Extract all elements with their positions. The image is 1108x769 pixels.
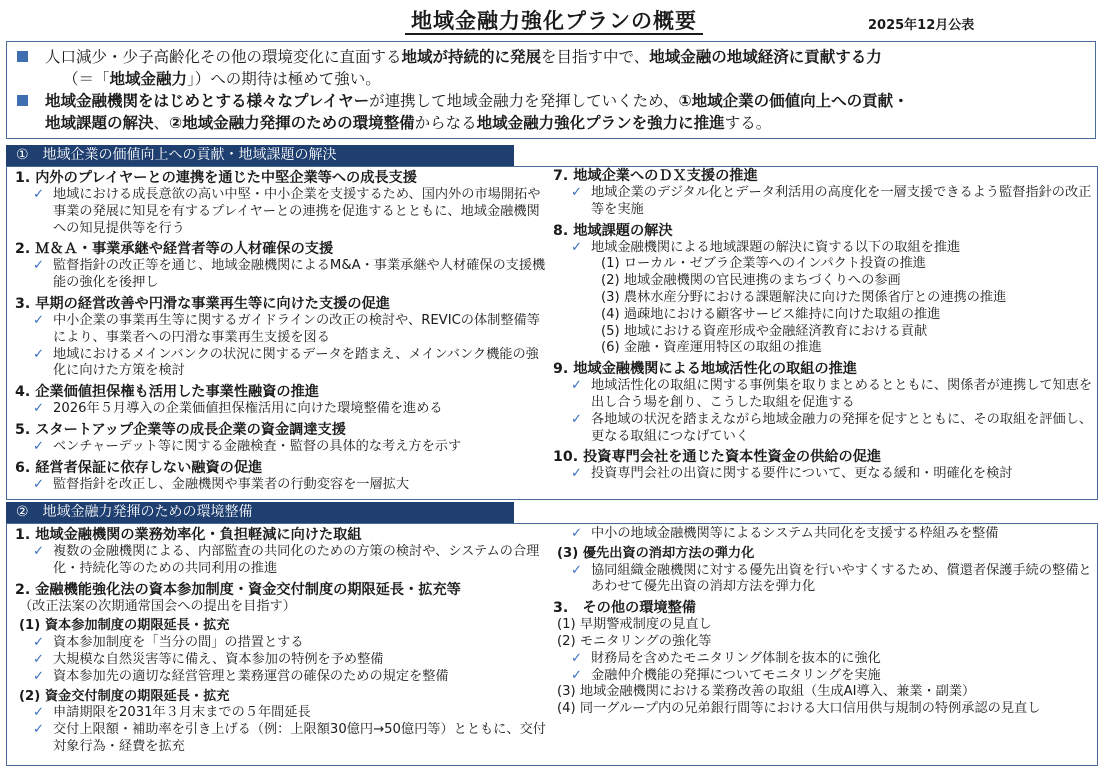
s1-item-8-sub-3: (3) 農林水産分野における課題解決に向けた関係省庁との連携の推進: [601, 289, 1007, 305]
check-icon: ✓: [571, 667, 583, 683]
s1-item-8-sub-1: (1) ローカル・ゼブラ企業等へのインパクト投資の推進: [601, 256, 926, 272]
s2-sub-1-detail-2: ✓ 大規模な自然災害等に備え、資本参加の特例を予め整備: [33, 651, 384, 667]
s2-system-sharing-detail: ✓ 中小の地域金融機関等によるシステム共同化を支援する枠組みを整備: [571, 526, 999, 541]
check-icon: ✓: [33, 438, 45, 454]
square-bullet-icon: [17, 95, 28, 106]
s2-sub-1-heading: (1) 資本参加制度の期限延長・拡充: [19, 618, 230, 634]
s2-sub-1-detail-3: ✓ 資本参加先の適切な経営管理と業務運営の確保のための規定を整備: [33, 668, 449, 684]
s1-item-8-sub-5: (5) 地域における資産形成や金融経済教育における貢献: [601, 323, 928, 339]
s2-other-3: (3) 地域金融機関における業務改善の取組（生成AI導入、兼業・副業）: [557, 684, 976, 700]
s1-item-10-heading: 10. 投資専門会社を通じた資本性資金の供給の促進: [553, 449, 882, 466]
s1-item-6-detail: ✓ 監督指針を改正し、金融機関や事業者の行動変容を一層拡大: [33, 476, 410, 492]
check-icon: ✓: [571, 650, 583, 666]
intro-box: [6, 41, 1096, 139]
section2-header: ② 地域金融力発揮のための環境整備: [6, 502, 514, 523]
s2-other-1: (1) 早期警戒制度の見直し: [557, 617, 712, 633]
check-icon: ✓: [33, 476, 45, 492]
s1-item-5-heading: 5. スタートアップ企業等の成長企業の資金調達支援: [15, 421, 346, 438]
square-bullet-icon: [17, 51, 28, 62]
section1-left-column: [15, 169, 550, 494]
s1-item-4-heading: 4. 企業価値担保権も活用した事業性融資の推進: [15, 384, 319, 401]
section1-header: ① 地域企業の価値向上への貢献・地域課題の解決: [6, 145, 514, 166]
check-icon: ✓: [571, 185, 583, 200]
section2-box: [6, 523, 1098, 766]
check-icon: ✓: [33, 258, 45, 274]
s1-item-1-detail: ✓ 地域における成長意欲の高い中堅・中小企業を支援するため、国内外の市場開拓や事業の発展に知見を有するプレイヤーとの連携を促進するとともに、地域金融機関への知見提供等を行う: [33, 187, 541, 236]
s1-item-1-heading: 1. 内外のプレイヤーとの連携を通じた中堅企業等への成長支援: [15, 170, 417, 186]
s1-item-4-detail: ✓ 2026年５月導入の企業価値担保権活用に向けた環境整備を進める: [33, 401, 443, 417]
check-icon: ✓: [33, 722, 45, 738]
s1-item-3-detail-2: ✓ 地域におけるメインバンクの状況に関するデータを踏まえ、メインバンク機能の強化に向けた方策を検討: [33, 346, 539, 379]
page-title: 地域金融力強化プランの概要: [0, 5, 1108, 35]
s1-item-8-detail: ✓ 地域金融機関による地域課題の解決に資する以下の取組を推進: [571, 239, 961, 255]
s2-other-2: (2) モニタリングの強化等: [557, 633, 712, 649]
check-icon: ✓: [33, 668, 45, 684]
s2-item-3-heading: 3. その他の環境整備: [553, 600, 696, 617]
s1-item-7-heading: 7. 地域企業へのＤＸ支援の推進: [553, 168, 758, 184]
s1-item-7-detail: ✓ 地域企業のデジタル化とデータ利活用の高度化を一層支援できるよう監督指針の改正等を実施: [571, 185, 1092, 217]
s1-item-9-heading: 9. 地域金融機関による地域活性化の取組の推進: [553, 361, 857, 378]
check-icon: ✓: [571, 466, 583, 482]
s1-item-2-detail: ✓ 監督指針の改正等を通じ、地域金融機関によるM&A・事業承継や人材確保の支援機能の強化を後押し: [33, 258, 546, 291]
s1-item-8-sub-2: (2) 地域金融機関の官民連携のまちづくりへの参画: [601, 273, 901, 289]
section2-right-column: [553, 526, 1093, 718]
check-icon: ✓: [33, 312, 45, 328]
s2-sub-3-detail: ✓ 協同組織金融機関に対する優先出資を行いやすくするため、償還者保護手続の整備とあわせて優先出資の消却方法を弾力化: [571, 562, 1092, 595]
s2-item-2-note: （改正法案の次期通常国会への提出を目指す）: [19, 598, 296, 614]
check-icon: ✓: [571, 378, 583, 394]
check-icon: ✓: [571, 239, 583, 255]
s1-item-9-detail-2: ✓ 各地域の状況を踏まえながら地域金融力の発揮を促すとともに、その取組を評価し、更なる取組につなげていく: [571, 411, 1093, 444]
s2-sub-2-detail-2: ✓ 交付上限額・補助率を引き上げる（例：上限額30億円→50億円等）とともに、交付対象行為・経費を拡充: [33, 722, 546, 754]
s1-item-10-detail: ✓ 投資専門会社の出資に関する要件について、更なる緩和・明確化を検討: [571, 466, 1013, 482]
s1-item-5-detail: ✓ ベンチャーデット等に関する金融検査・監督の具体的な考え方を示す: [33, 438, 462, 454]
s1-item-3-detail-1: ✓ 中小企業の事業再生等に関するガイドラインの改正の検討や、REVICの体制整備等により、事業者への円滑な事業再生支援を図る: [33, 312, 540, 345]
publish-date: 2025年12月公表: [868, 18, 975, 33]
check-icon: ✓: [571, 526, 583, 541]
s2-sub-2-heading: (2) 資金交付制度の期限延長・拡充: [19, 688, 230, 704]
s2-sub-3-heading: (3) 優先出資の消却方法の弾力化: [557, 545, 755, 561]
section1-box: [6, 166, 1098, 500]
check-icon: ✓: [33, 705, 45, 721]
check-icon: ✓: [33, 544, 45, 559]
check-icon: ✓: [571, 411, 583, 427]
check-icon: ✓: [33, 635, 45, 651]
s1-item-8-sub-4: (4) 過疎地における顧客サービス維持に向けた取組の推進: [601, 306, 941, 322]
check-icon: ✓: [33, 346, 45, 362]
intro-paragraph-2: 地域金融機関をはじめとする様々なプレイヤーが連携して地域金融力を発揮していくため、①地域企業の価値向上への貢献・ 地域課題の解決、②地域金融力発揮のための環境整備からなる地域金融力強化プランを強力に推進する。: [17, 90, 1087, 134]
s2-item-2-heading: 2. 金融機能強化法の資本参加制度・資金交付制度の期限延長・拡充等: [15, 581, 461, 598]
check-icon: ✓: [33, 401, 45, 417]
s1-item-8-sub-6: (6) 金融・資産運用特区の取組の推進: [601, 340, 822, 356]
s1-item-9-detail-1: ✓ 地域活性化の取組に関する事例集を取りまとめるとともに、関係者が連携して知恵を出し合う場を創り、こうした取組を促進する: [571, 378, 1093, 410]
s2-other-2-detail-1: ✓ 財務局を含めたモニタリング体制を抜本的に強化: [571, 650, 881, 666]
s2-sub-2-detail-1: ✓ 申請期限を2031年３月末までの５年間延長: [33, 705, 311, 721]
check-icon: ✓: [33, 651, 45, 667]
s2-item-1-heading: 1. 地域金融機関の業務効率化・負担軽減に向けた取組: [15, 527, 362, 543]
s2-sub-1-detail-1: ✓ 資本参加制度を「当分の間」の措置とする: [33, 635, 304, 651]
section1-right-column: [553, 167, 1093, 483]
intro-paragraph-1: 人口減少・少子高齢化その他の環境変化に直面する地域が持続的に発展を目指す中で、地域金融の地域経済に貢献する力 （＝「地域金融力」）への期待は極めて強い。: [17, 46, 1087, 90]
s1-item-6-heading: 6. 経営者保証に依存しない融資の促進: [15, 459, 263, 476]
check-icon: ✓: [571, 562, 583, 578]
s2-other-4: (4) 同一グループ内の兄弟銀行間等における大口信用供与規制の特例承認の見直し: [557, 701, 1041, 717]
check-icon: ✓: [33, 187, 45, 202]
s1-item-8-heading: 8. 地域課題の解決: [553, 222, 673, 239]
s2-item-1-detail: ✓ 複数の金融機関による、内部監査の共同化のための方策の検討や、システムの合理化・持続化等のための共同利用の推進: [33, 544, 540, 576]
section2-left-column: [15, 526, 550, 756]
s1-item-3-heading: 3. 早期の経営改善や円滑な事業再生等に向けた支援の促進: [15, 295, 390, 312]
s2-other-2-detail-2: ✓ 金融仲介機能の発揮についてモニタリングを実施: [571, 667, 881, 683]
s1-item-2-heading: 2. Ｍ＆Ａ・事業承継や経営者等の人材確保の支援: [15, 241, 334, 258]
